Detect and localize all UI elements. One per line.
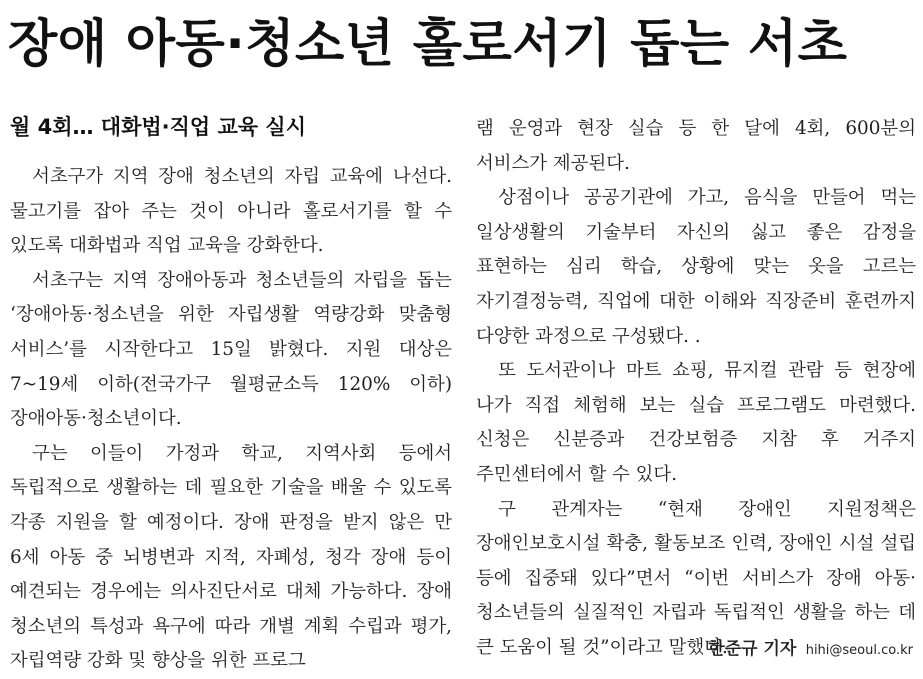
article-column-right <box>476 112 916 666</box>
paragraph: 또 도서관이나 마트 쇼핑, 뮤지컬 관람 등 현장에 나가 직접 체험해 보는 실습 프로그램도 마련했다. 신청은 신분증과 건강보험증 지참 후 거주지 주민센터에서 할 수 있다. <box>476 360 916 485</box>
paragraph: 서초구는 지역 장애아동과 청소년들의 자립을 돕는 ‘장애아동·청소년을 위한 자립생활 역량강화 맞춤형 서비스’를 시작한다고 15일 밝혔다. 지원 대상은 7~19세 이하(전국가구 월평균소득 120% 이하) 장애아동·청소년이다. <box>10 269 452 430</box>
paragraph: 서초구가 지역 장애 청소년의 자립 교육에 나선다. 물고기를 잡아 주는 것이 아니라 홀로서기를 할 수 있도록 대화법과 직업 교육을 강화한다. <box>10 166 452 257</box>
paragraph: 구 관계자는 “현재 장애인 지원정책은 장애인보호시설 확충, 활동보조 인력, 장애인 시설 설립 등에 집중돼 있다”면서 “이번 서비스가 장애 아동·청소년들의 실질적인 자립과 독립적인 생활을 하는 데 큰 도움이 될 것”이라고 말했다. <box>476 498 916 658</box>
article-column-left <box>10 108 452 679</box>
reporter-email: hihi@seoul.co.kr <box>805 643 913 658</box>
headline: 장애 아동·청소년 홀로서기 돕는 서초 <box>8 15 848 74</box>
paragraph-continued: 램 운영과 현장 실습 등 한 달에 4회, 600분의 서비스가 제공된다. <box>476 118 916 174</box>
paragraph: 구는 이들이 가정과 학교, 지역사회 등에서 독립적으로 생활하는 데 필요한 기술을 배울 수 있도록 각종 지원을 할 예정이다. 장애 판정을 받지 않은 만 6세 아동 중 뇌병변과 지적, 자폐성, 청각 장애 등이 예견되는 경우에는 의사진단서로 대체 가능하다. 장애 청소년의 특성과 욕구에 따라 개별 계획 수립과 평가, 자립역량 강화 및 향상을 위한 프로그 <box>10 442 452 672</box>
paragraph: 상점이나 공공기관에 가고, 음식을 만들어 먹는 일상생활의 기술부터 자신의 싫고 좋은 감정을 표현하는 심리 학습, 상황에 맞는 옷을 고르는 자기결정능력, 직업에 대한 이해와 직장준비 훈련까지 다양한 과정으로 구성됐다. . <box>476 187 916 347</box>
subheadline: 월 4회… 대화법·직업 교육 실시 <box>10 115 306 139</box>
byline <box>708 634 913 666</box>
reporter-name: 한준규 기자 <box>708 639 797 659</box>
